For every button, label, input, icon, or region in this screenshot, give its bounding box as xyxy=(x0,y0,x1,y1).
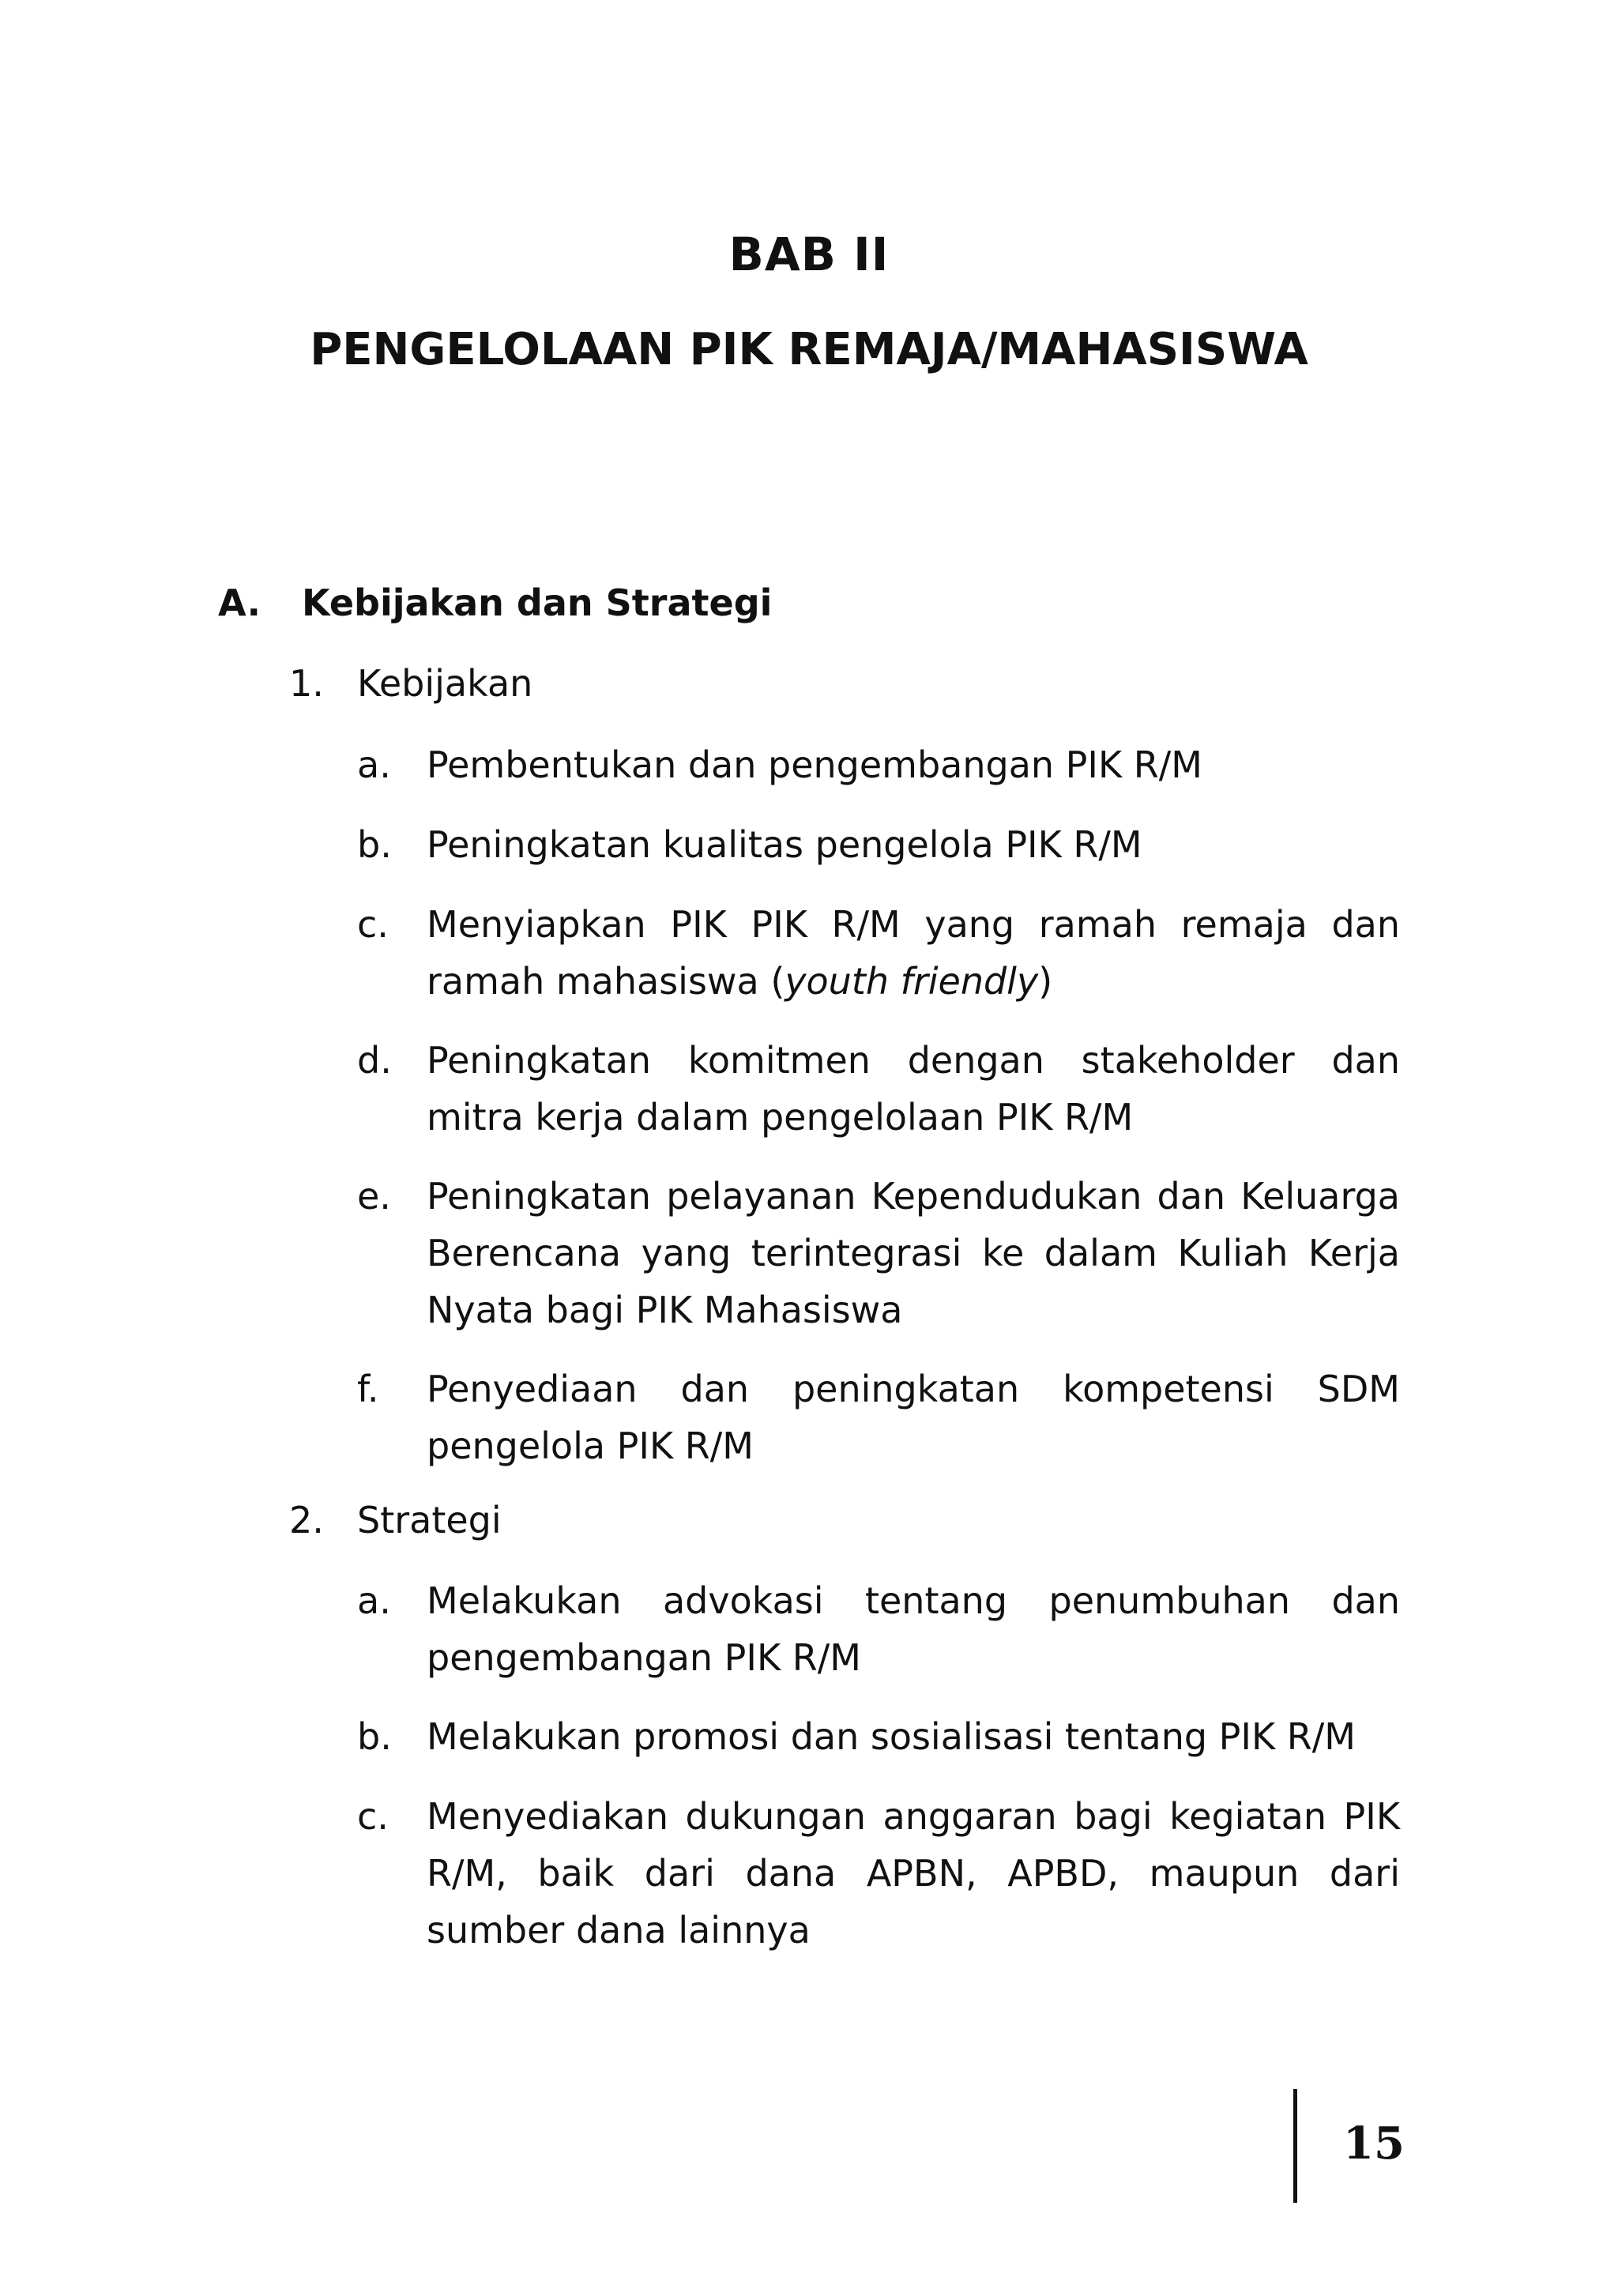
list-item xyxy=(357,736,1400,793)
list-item-text: Melakukan advokasi tentang penumbuhan dan pengembangan PIK R/M xyxy=(427,1579,1400,1679)
list-item-letter: c. xyxy=(357,1795,389,1838)
subsection-heading-kebijakan xyxy=(289,662,532,705)
list-item-text: Penyediaan dan peningkatan kompetensi SDM pengelola PIK R/M xyxy=(427,1368,1400,1467)
chapter-title: PENGELOLAAN PIK REMAJA/MAHASISWA xyxy=(310,324,1308,375)
list-item-text: Peningkatan komitmen dengan stakeholder dan mitra kerja dalam pengelolaan PIK R/M xyxy=(427,1039,1400,1139)
list-item-letter: b. xyxy=(357,1715,392,1758)
section-heading xyxy=(218,582,772,624)
subsection-number: 2. xyxy=(289,1499,324,1541)
list-item xyxy=(357,1168,1400,1338)
list-item-text: Melakukan promosi dan sosialisasi tentang PIK R/M xyxy=(427,1715,1356,1758)
section-letter: A. xyxy=(218,582,261,624)
chapter-label: BAB II xyxy=(728,228,890,281)
list-item xyxy=(357,1708,1400,1765)
list-item xyxy=(357,1788,1400,1959)
list-item-text: Peningkatan pelayanan Kependudukan dan Keluarga Berencana yang terintegrasi ke dalam Kuliah Kerja Nyata bagi PIK Mahasiswa xyxy=(427,1175,1400,1331)
youth-friendly-italic: youth friendly xyxy=(785,960,1039,1003)
subsection-title: Kebijakan xyxy=(357,662,533,705)
list-item-letter: b. xyxy=(357,823,392,866)
page-number-divider xyxy=(1293,2089,1297,2203)
list-item-text: Pembentukan dan pengembangan PIK R/M xyxy=(427,743,1202,786)
section-title: Kebijakan dan Strategi xyxy=(302,582,773,624)
list-item-letter: a. xyxy=(357,743,391,786)
list-item-letter: f. xyxy=(357,1368,379,1410)
list-item xyxy=(357,1361,1400,1474)
list-item-letter: e. xyxy=(357,1175,391,1218)
list-item xyxy=(357,816,1400,873)
page-number: 15 xyxy=(1343,2117,1405,2170)
list-item-text: Peningkatan kualitas pengelola PIK R/M xyxy=(427,823,1142,866)
list-item-letter: a. xyxy=(357,1579,391,1622)
list-item xyxy=(357,1032,1400,1146)
subsection-title: Strategi xyxy=(357,1499,502,1541)
list-item-text: Menyediakan dukungan anggaran bagi kegiatan PIK R/M, baik dari dana APBN, APBD, maupun dari sumber dana lainnya xyxy=(427,1795,1400,1952)
subsection-heading-strategi xyxy=(289,1499,502,1541)
list-item-letter: c. xyxy=(357,903,389,946)
list-item-text: Menyiapkan PIK PIK R/M yang ramah remaja dan ramah mahasiswa (youth friendly) xyxy=(427,903,1400,1003)
list-item-letter: d. xyxy=(357,1039,392,1082)
list-item xyxy=(357,896,1400,1010)
list-item xyxy=(357,1572,1400,1686)
subsection-number: 1. xyxy=(289,662,324,705)
